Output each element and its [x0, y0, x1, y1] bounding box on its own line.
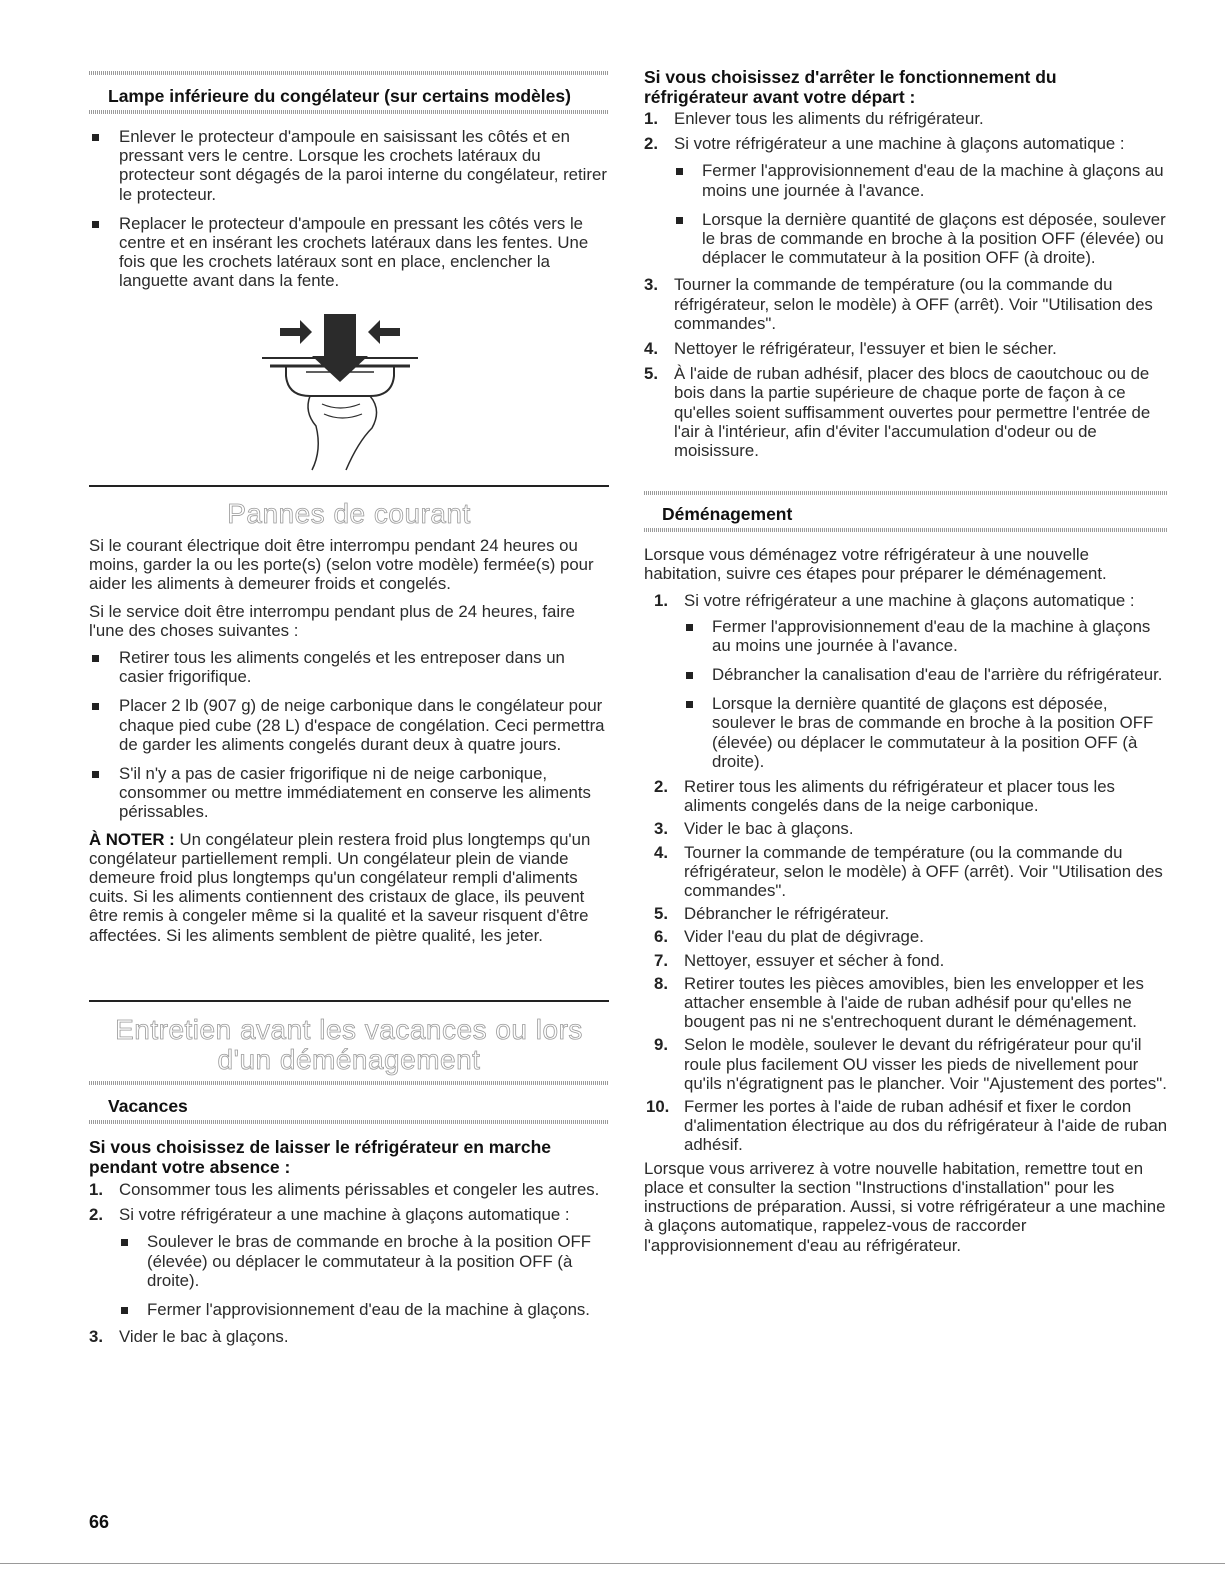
list-item: 3. Tourner la commande de température (ou la commande du réfrigérateur, selon le modèle) à OFF (arrêt). Voir "Utilisation des commandes".	[644, 275, 1153, 333]
bulb-cover-illustration	[250, 300, 430, 475]
list-item: 2. Retirer tous les aliments du réfrigérateur et placer tous les aliments congelés dans de la neige carbonique.	[654, 777, 1115, 816]
power-paragraph-2: Si le service doit être interrompu pendant plus de 24 heures, faire l'une des choses suivantes :	[89, 601, 576, 640]
power-paragraph-1: Si le courant électrique doit être interrompu pendant 24 heures ou moins, garder la ou les porte(s) (selon votre modèle) fermée(s) pour aider les aliments à demeurer froids et congelés.	[89, 536, 594, 594]
bullet-icon	[686, 672, 693, 679]
care-heading-line-2: d'un déménagement	[217, 1044, 481, 1075]
note-label: À NOTER :	[89, 829, 175, 849]
list-item: Fermer l'approvisionnement d'eau de la machine à glaçons au moins une journée à l'avance.	[654, 617, 1168, 655]
bullet-icon	[686, 701, 693, 708]
bullet-icon	[92, 221, 99, 228]
care-heading-line-1: Entretien avant les vacances ou lors	[115, 1014, 583, 1045]
list-item: Soulever le bras de commande en broche à la position OFF (élevée) ou déplacer le commutateur à la position OFF (à droite).	[89, 1232, 609, 1290]
list-item: 8. Retirer toutes les pièces amovibles, bien les envelopper et les attacher ensemble à l'aide de ruban adhésif pour qu'elles ne bougent pas ni ne s'entrechoquent durant le déménagement.	[654, 973, 1144, 1032]
lamp-heading: Lampe inférieure du congélateur (sur certains modèles)	[108, 86, 571, 106]
power-outage-body	[89, 536, 609, 945]
moving-body	[644, 545, 1168, 1255]
stop-running-heading: Si vous choisissez d'arrêter le fonctionnement du réfrigérateur avant votre départ :	[644, 67, 1057, 107]
moving-hatch-top	[644, 491, 1168, 495]
list-item: 10. Fermer les portes à l'aide de ruban adhésif et fixer le cordon d'alimentation électrique au dos du réfrigérateur à l'aide de ruban adhésif.	[646, 1097, 1168, 1155]
bullet-icon	[92, 771, 99, 778]
page-bottom-rule	[0, 1563, 1225, 1564]
vacation-steps	[89, 1180, 609, 1346]
list-item: S'il n'y a pas de casier frigorifique ni de neige carbonique, consommer ou mettre immédiatement en conserve les aliments périssables.	[89, 764, 609, 822]
bullet-icon	[676, 217, 683, 224]
list-item: Enlever le protecteur d'ampoule en saisissant les côtés et en pressant vers le centre. Lorsque les crochets latéraux du protecteur sont dégagés de la paroi interne du congélateur, retirer le protecteur.	[89, 127, 609, 204]
lamp-heading-hatch-bottom	[89, 110, 609, 114]
vacation-heading: Vacances	[108, 1096, 188, 1116]
list-item: 1. Si votre réfrigérateur a une machine à glaçons automatique :	[654, 591, 1135, 611]
lamp-bullets	[89, 127, 609, 291]
moving-hatch-bottom	[644, 528, 1168, 532]
bullet-icon	[92, 134, 99, 141]
list-item: 5. À l'aide de ruban adhésif, placer des blocs de caoutchouc ou de bois dans la partie supérieure de chaque porte de façon à ce qu'elles soient suffisamment ouvertes pour permettre l'entrée de l'air à l'intérieur, afin d'éviter l'accumulation d'odeur ou de moisissure.	[644, 364, 1151, 461]
list-item: 2. Si votre réfrigérateur a une machine à glaçons automatique :	[644, 134, 1125, 154]
list-item: 5. Débrancher le réfrigérateur.	[654, 904, 890, 924]
list-item: 6. Vider l'eau du plat de dégivrage.	[654, 927, 924, 947]
bullet-icon	[686, 624, 693, 631]
section-rule	[89, 485, 609, 487]
list-item: Débrancher la canalisation d'eau de l'arrière du réfrigérateur.	[654, 665, 1168, 684]
list-item: Lorsque la dernière quantité de glaçons est déposée, soulever le bras de commande en broche à la position OFF (élevée) ou déplacer le commutateur à la position OFF (à droite).	[654, 694, 1168, 771]
stop-running-steps	[644, 109, 1168, 460]
list-item: 3. Vider le bac à glaçons.	[89, 1327, 289, 1347]
vacation-hatch-bottom	[89, 1120, 609, 1124]
list-item: 1. Consommer tous les aliments périssables et congeler les autres.	[89, 1180, 600, 1199]
moving-heading: Déménagement	[662, 504, 793, 524]
list-item: Fermer l'approvisionnement d'eau de la machine à glaçons au moins une journée à l'avance.	[644, 161, 1168, 199]
list-item: Fermer l'approvisionnement d'eau de la machine à glaçons.	[89, 1300, 609, 1319]
moving-outro: Lorsque vous arriverez à votre nouvelle habitation, remettre tout en place et consulter la section "Instructions d'installation" pour les instructions de préparation. Aussi, si votre réfrigérateur a une machine à glaçons automatique, rappelez-vous de raccorder l'approvisionnement d'eau au réfrigérateur.	[644, 1158, 1166, 1255]
list-item: 2. Si votre réfrigérateur a une machine à glaçons automatique :	[89, 1205, 570, 1225]
list-item: Lorsque la dernière quantité de glaçons est déposée, soulever le bras de commande en broche à la position OFF (élevée) ou déplacer le commutateur à la position OFF (à droite).	[644, 210, 1168, 268]
page-number: 66	[89, 1512, 110, 1532]
list-item: 3. Vider le bac à glaçons.	[654, 819, 854, 839]
list-item: Replacer le protecteur d'ampoule en pressant les côtés vers le centre et en insérant les crochets latéraux dans les fentes. Une fois que les crochets latéraux sont en place, enclencher la languette avant dans la fente.	[89, 214, 609, 291]
list-item: 4. Tourner la commande de température (ou la commande du réfrigérateur, selon le modèle) à OFF (arrêt). Voir "Utilisation des commandes".	[654, 842, 1163, 901]
power-outage-heading: Pannes de courant	[227, 498, 471, 529]
bullet-icon	[676, 168, 683, 175]
lamp-heading-hatch-top	[89, 71, 609, 75]
vacation-keep-running-heading: Si vous choisissez de laisser le réfrigérateur en marche pendant votre absence :	[89, 1137, 552, 1177]
list-item: Retirer tous les aliments congelés et les entreposer dans un casier frigorifique.	[89, 648, 609, 686]
note-text: Un congélateur plein restera froid plus longtemps qu'un congélateur partiellement rempli. Un congélateur plein de viande demeure froid plus longtemps qu'un congélateur rempli d'aliments cuits. Si les aliments contiennent des cristaux de glace, ils peuvent être remis à congeler même si la qualité et la saveur risquent d'être affectées. Si les aliments semblent de piètre qualité, les jeter.	[89, 829, 591, 945]
bullet-icon	[121, 1239, 128, 1246]
moving-intro: Lorsque vous déménagez votre réfrigérateur à une nouvelle habitation, suivre ces étapes pour préparer le déménagement.	[644, 545, 1107, 584]
bullet-icon	[92, 655, 99, 662]
bullet-icon	[121, 1307, 128, 1314]
list-item: 7. Nettoyer, essuyer et sécher à fond.	[654, 950, 945, 970]
list-item: Placer 2 lb (907 g) de neige carbonique dans le congélateur pour chaque pied cube (28 L) d'espace de congélation. Ceci permettra de garder les aliments congelés durant deux à quatre jours.	[89, 696, 609, 754]
section-rule	[89, 1000, 609, 1002]
vacation-hatch-top	[89, 1081, 609, 1085]
note-paragraph	[89, 830, 609, 945]
list-item: 1. Enlever tous les aliments du réfrigérateur.	[644, 109, 984, 128]
list-item: 4. Nettoyer le réfrigérateur, l'essuyer et bien le sécher.	[644, 339, 1057, 359]
bullet-icon	[92, 703, 99, 710]
list-item: 9. Selon le modèle, soulever le devant du réfrigérateur pour qu'il roule plus facilement OU visser les pieds de nivellement pour qu'ils n'égratignent pas le plancher. Voir "Ajustement des portes".	[654, 1035, 1167, 1093]
